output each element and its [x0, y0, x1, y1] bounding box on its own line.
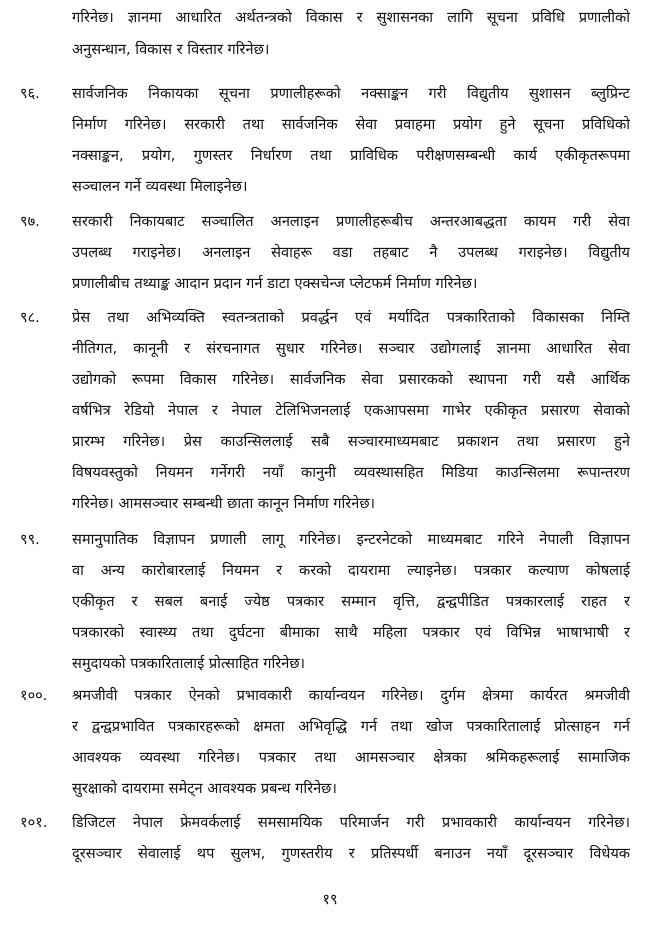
paragraph-line: उपलब्ध गराइनेछ। अनलाइन सेवाहरू वडा तहबाट नै उपलब्ध गराइनेछ। विद्युतीय [72, 244, 630, 261]
paragraph-number: १००. [20, 687, 48, 704]
paragraph-line: सुरक्षाको दायरामा समेट्न आवश्यक प्रबन्ध गरिनेछ। [72, 780, 337, 797]
paragraph-line: आवश्यक व्यवस्था गरिनेछ। पत्रकार तथा आमसञ्चार क्षेत्रका श्रमिकहरूलाई सामाजिक [72, 749, 630, 766]
paragraph-line: समानुपातिक विज्ञापन प्रणाली लागू गरिनेछ। इन्टरनेटको माध्यमबाट गरिने नेपाली विज्ञापन [72, 531, 630, 548]
paragraph-line: प्रेस तथा अभिव्यक्ति स्वतन्त्रताको प्रवर्द्धन एवं मर्यादित पत्रकारिताको विकासका निम्ति [72, 309, 630, 326]
paragraph-number: ९७. [20, 213, 40, 230]
paragraph-line: वा अन्य कारोबारलाई नियमन र करको दायरामा ल्याइनेछ। पत्रकार कल्याण कोषलाई [72, 562, 630, 579]
intro-line-2: अनुसन्धान, विकास र विस्तार गरिनेछ। [72, 41, 270, 58]
paragraph-line: डिजिटल नेपाल फ्रेमवर्कलाई समसामयिक परिमार्जन गरी प्रभावकारी कार्यान्वयन गरिनेछ। [72, 814, 630, 831]
paragraph-line: प्रारम्भ गरिनेछ। प्रेस काउन्सिललाई सबै सञ्चारमाध्यमबाट प्रकाशन तथा प्रसारण हुने [72, 433, 630, 450]
paragraph-line: गरिनेछ। आमसञ्चार सम्बन्धी छाता कानून निर्माण गरिनेछ। [72, 495, 376, 512]
paragraph-number: ९९. [20, 531, 40, 548]
paragraph-number: ९६. [20, 85, 40, 102]
paragraph-line: सरकारी निकायबाट सञ्चालित अनलाइन प्रणालीहरूबीच अन्तरआबद्धता कायम गरी सेवा [72, 213, 630, 230]
paragraph-line: दूरसञ्चार सेवालाई थप सुलभ, गुणस्तरीय र प्रतिस्पर्धी बनाउन नयाँ दूरसञ्चार विधेयक [72, 845, 630, 862]
paragraph-line: सार्वजनिक निकायका सूचना प्रणालीहरूको नक्साङ्कन गरी विद्युतीय सुशासन ब्लुप्रिन्ट [72, 85, 630, 102]
page-number: १९ [322, 891, 338, 908]
paragraph-line: समुदायको पत्रकारितालाई प्रोत्साहित गरिनेछ। [72, 655, 306, 672]
paragraph-line: प्रणालीबीच तथ्याङ्क आदान प्रदान गर्न डाटा एक्सचेन्ज प्लेटफर्म निर्माण गरिनेछ। [72, 275, 478, 292]
paragraph-line: वर्षभित्र रेडियो नेपाल र नेपाल टेलिभिजनलाई एकआपसमा गाभेर एकीकृत प्रसारण सेवाको [72, 402, 630, 419]
paragraph-line: र द्वन्द्वप्रभावित पत्रकारहरूको क्षमता अभिवृद्धि गर्न तथा खोज पत्रकारितालाई प्रोत्साहन गर्न [72, 718, 630, 735]
paragraph-line: पत्रकारको स्वास्थ्य तथा दुर्घटना बीमाका साथै महिला पत्रकार एवं विभिन्न भाषाभाषी र [72, 624, 630, 641]
paragraph-number: १०१. [20, 814, 48, 831]
paragraph-line: एकीकृत र सबल बनाई ज्येष्ठ पत्रकार सम्मान वृत्ति, द्वन्द्वपीडित पत्रकारलाई राहत र [72, 593, 630, 610]
paragraph-line: सञ्चालन गर्ने व्यवस्था मिलाइनेछ। [72, 178, 248, 195]
paragraph-line: नक्साङ्कन, प्रयोग, गुणस्तर निर्धारण तथा प्राविधिक परीक्षणसम्बन्धी कार्य एकीकृतरूपमा [72, 147, 630, 164]
paragraph-number: ९८. [20, 309, 40, 326]
paragraph-line: निर्माण गरिनेछ। सरकारी तथा सार्वजनिक सेवा प्रवाहमा प्रयोग हुने सूचना प्रविधिको [72, 116, 630, 133]
paragraph-line: उद्योगको रूपमा विकास गरिनेछ। सार्वजनिक सेवा प्रसारकको स्थापना गरी यसै आर्थिक [72, 371, 630, 388]
paragraph-line: श्रमजीवी पत्रकार ऐनको प्रभावकारी कार्यान्वयन गरिनेछ। दुर्गम क्षेत्रमा कार्यरत श्रमजीवी [72, 687, 630, 704]
intro-line-1: गरिनेछ। ज्ञानमा आधारित अर्थतन्त्रको विकास र सुशासनका लागि सूचना प्रविधि प्रणालीको [72, 9, 630, 26]
paragraph-line: विषयवस्तुको नियमन गर्नेगरी नयाँ कानुनी व्यवस्थासहित मिडिया काउन्सिलमा रूपान्तरण [72, 464, 630, 481]
paragraph-line: नीतिगत, कानूनी र संरचनागत सुधार गरिनेछ। सञ्चार उद्योगलाई ज्ञानमा आधारित सेवा [72, 340, 630, 357]
